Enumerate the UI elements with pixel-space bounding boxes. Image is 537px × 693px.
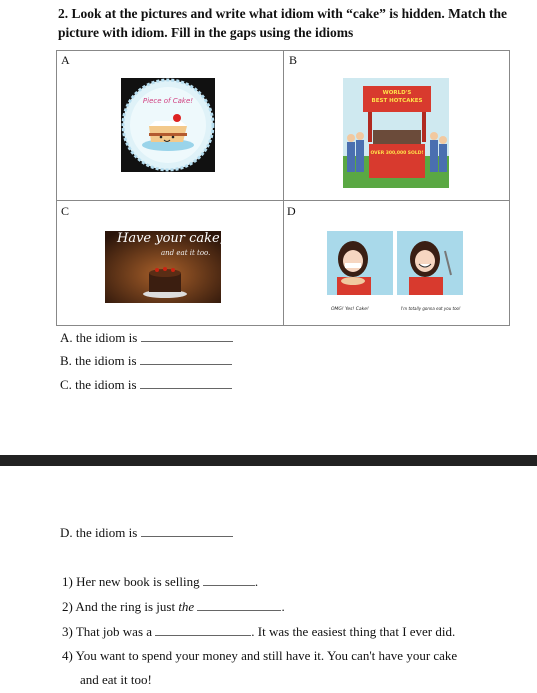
question-c: [60, 377, 232, 393]
exercise-4: [62, 646, 522, 666]
comic-caption-right: I'm totally gonna eat you too!: [401, 306, 461, 311]
hotcakes-sign-line2: BEST HOTCAKES: [371, 98, 423, 104]
question-a: [60, 330, 233, 346]
piece-of-cake-caption: Piece of Cake!: [142, 97, 194, 105]
have-your-cake-script-line1: Have your cake,: [117, 231, 224, 246]
comic-caption-left: OMG! Yes! Cake!: [331, 307, 369, 312]
cell-d-label: D: [287, 204, 296, 218]
exercise-3-after: . It was the easiest thing that I ever did.: [251, 624, 456, 639]
question-c-label: C. the idiom is: [60, 377, 137, 392]
answer-d-blank[interactable]: [141, 526, 233, 537]
exercise-2: [62, 597, 285, 617]
picture-grid: [56, 50, 510, 326]
exercise-1-after: .: [254, 574, 259, 589]
question-b-label: B. the idiom is: [60, 353, 137, 368]
exercise-4-continued: and eat it too!: [80, 672, 152, 687]
exercise-heading: 2. Look at the pictures and write what idiom with “cake” is hidden. Match the picture with idiom. Fill in the gaps using the idioms: [58, 6, 508, 40]
hotcakes-sign-line1: WORLD'S: [382, 90, 412, 96]
exercise-3-number: 3): [62, 624, 73, 639]
exercise-1-text: Her new book is selling: [76, 574, 200, 589]
question-b: [60, 353, 232, 369]
question-a-label: A. the idiom is: [60, 330, 138, 345]
piece-of-cake-picture: [121, 78, 215, 172]
grid-divider-horizontal: [57, 200, 509, 201]
question-d: [60, 525, 233, 541]
exercise-2-after: .: [281, 599, 285, 614]
exercise-2-blank[interactable]: [197, 600, 281, 611]
hotcakes-counter-text: OVER 300,000 SOLD!: [370, 151, 424, 156]
exercise-1-blank[interactable]: [203, 575, 255, 586]
hotcakes-sign: [363, 89, 431, 105]
answer-a-blank[interactable]: [141, 331, 233, 342]
exercise-1-number: 1): [62, 574, 73, 589]
question-d-label: D. the idiom is: [60, 525, 138, 540]
exercise-3: [62, 622, 455, 642]
exercise-3-text: That job was a: [75, 624, 153, 639]
exercise-3-blank[interactable]: [155, 625, 251, 636]
exercise-2-italic: the: [178, 599, 195, 614]
grid-divider-vertical: [283, 51, 284, 325]
exercise-2-text: And the ring is just: [75, 599, 176, 614]
eat-cake-comic-picture: [327, 231, 463, 295]
have-your-cake-script-line2: and eat it too.: [161, 249, 211, 257]
cell-b-label: B: [289, 53, 298, 67]
exercise-4-line1: You want to spend your money and still have it. You can't have your cake: [75, 648, 458, 663]
cell-c-label: C: [61, 204, 70, 218]
page-break-band: [0, 455, 537, 466]
cell-a-label: A: [61, 53, 70, 67]
answer-c-blank[interactable]: [140, 378, 232, 389]
answer-b-blank[interactable]: [140, 354, 232, 365]
exercise-1: [62, 572, 258, 592]
exercise-2-number: 2): [62, 599, 73, 614]
exercise-4-number: 4): [62, 648, 73, 663]
